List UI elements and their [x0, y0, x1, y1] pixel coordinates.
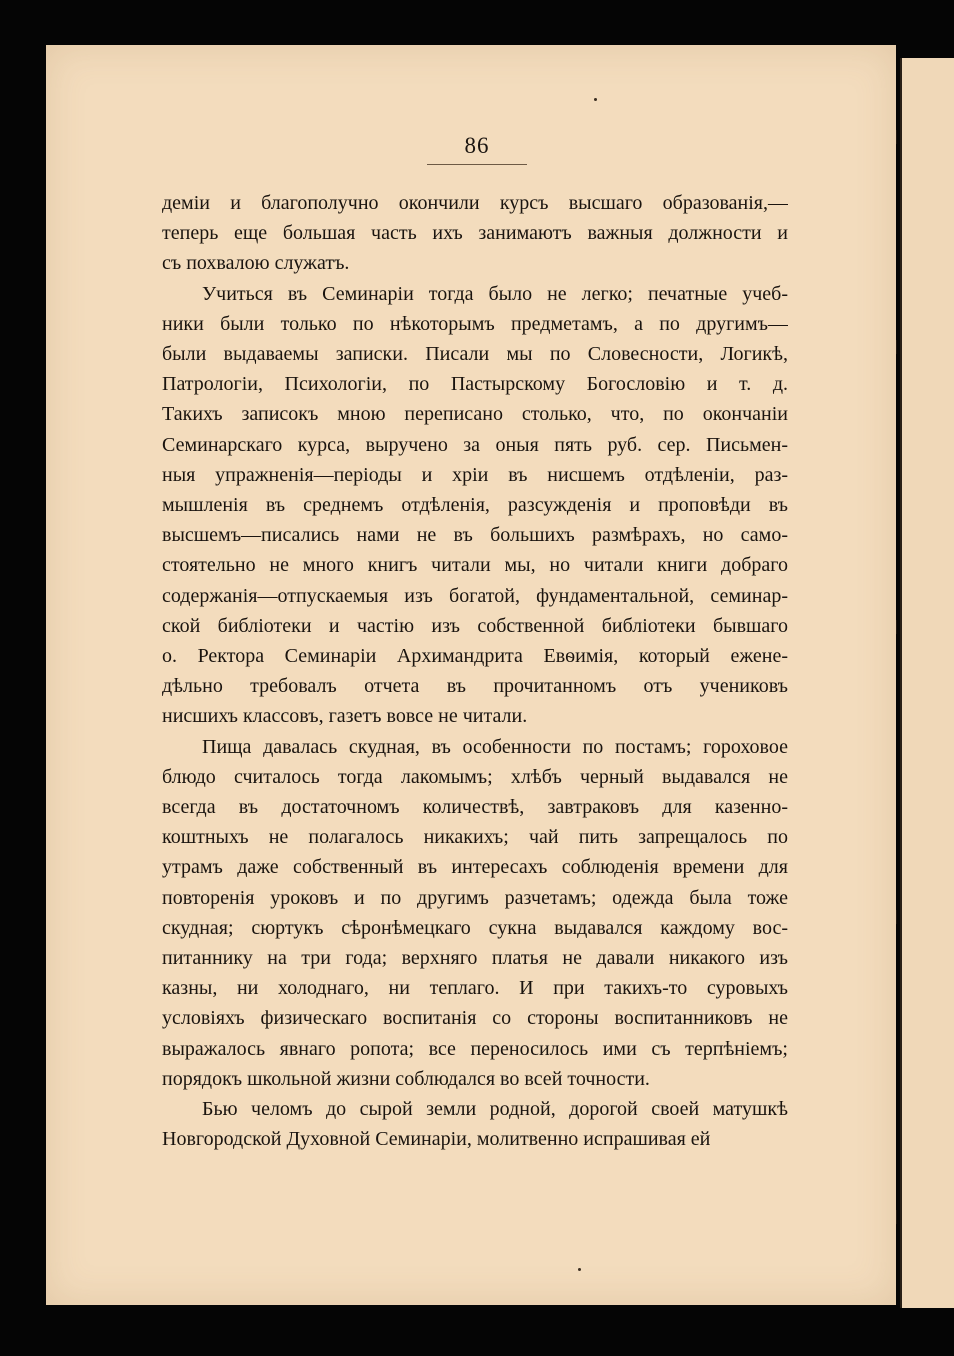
paper-speck [578, 1268, 581, 1271]
text-line: ской библіотеки и частію изъ собственной библіотеки бывшаго [162, 614, 788, 637]
paper-speck [594, 98, 597, 101]
text-line: ники были только по нѣкоторымъ предметамъ, а по другимъ— [162, 312, 788, 335]
text-line: Бью челомъ до сырой земли родной, дорогой своей матушкѣ [202, 1098, 788, 1121]
page-number: 86 [464, 133, 490, 158]
paragraph [162, 188, 788, 279]
text-line: Пища давалась скудная, въ особенности по постамъ; гороховое [202, 735, 788, 758]
text-line: теперь еще большая часть ихъ занимаютъ важныя должности и [162, 222, 788, 245]
body-text [162, 188, 788, 1155]
text-line: ныя упражненія—періоды и хріи въ нисшемъ отдѣленіи, раз- [162, 463, 788, 486]
text-line: выражалось явнаго ропота; все переносилось ими съ терпѣніемъ; [162, 1037, 788, 1060]
text-line: блюдо считалось тогда лакомымъ; хлѣбъ черный выдавался не [162, 765, 788, 788]
text-line: нисшихъ классовъ, газетъ вовсе не читали. [162, 705, 528, 728]
text-line: скудная; сюртукъ сѣронѣмецкаго сукна выдавался каждому вос- [162, 916, 788, 939]
next-page-edge [900, 58, 954, 1308]
text-line: условіяхъ физическаго воспитанія со стороны воспитанниковъ не [162, 1007, 788, 1030]
paragraph [162, 1094, 788, 1154]
text-line: коштныхъ не полагалось никакихъ; чай пить запрещалось по [162, 826, 788, 849]
page-number-rule [427, 164, 527, 165]
text-line: Патрологіи, Психологіи, по Пастырскому Богословію и т. д. [162, 373, 788, 396]
paragraph [162, 732, 788, 1094]
text-line: Семинарскаго курса, выручено за оныя пять руб. сер. Письмен- [162, 433, 788, 456]
text-line: о. Ректора Семинаріи Архимандрита Евѳимія, который еженe- [162, 645, 788, 668]
text-line: питаннику на три года; верхняго платья не давали никакого изъ [162, 947, 788, 970]
text-line: повторенія уроковъ и по другимъ разчетамъ; одежда была тоже [162, 886, 788, 909]
text-line: Такихъ записокъ мною переписано столько, что, по окончаніи [162, 403, 788, 426]
text-line: Новгородской Духовной Семинаріи, молитвенно испрашивая ей [162, 1128, 711, 1151]
text-line: дѣльно требовалъ отчета въ прочитанномъ отъ учениковъ [162, 675, 788, 698]
text-line: казны, ни холоднаго, ни теплаго. И при такихъ-то суровыхъ [162, 977, 788, 1000]
text-line: содержанія—отпускаемыя изъ богатой, фундаментальной, семинар- [162, 584, 788, 607]
paragraph [162, 279, 788, 732]
text-line: съ похвалою служатъ. [162, 252, 350, 275]
text-line: высшемъ—писались нами не въ большихъ размѣрахъ, но само- [162, 524, 788, 547]
text-line: были выдаваемы записки. Писали мы по Словесности, Логикѣ, [162, 343, 788, 366]
text-line: всегда въ достаточномъ количествѣ, завтраковъ для казенно- [162, 796, 788, 819]
text-line: деміи и благополучно окончили курсъ высшаго образованія,— [162, 192, 788, 214]
text-line: утрамъ даже собственный въ интересахъ соблюденія времени для [162, 856, 788, 879]
text-line: порядокъ школьной жизни соблюдался во всей точности. [162, 1067, 650, 1090]
text-line: Учиться въ Семинаріи тогда было не легко; печатные учеб- [202, 282, 788, 305]
text-line: мышленія въ среднемъ отдѣленія, разсужденія и проповѣди въ [162, 494, 788, 517]
text-line: стоятельно не много книгъ читали мы, но читали книги добраго [162, 554, 788, 577]
